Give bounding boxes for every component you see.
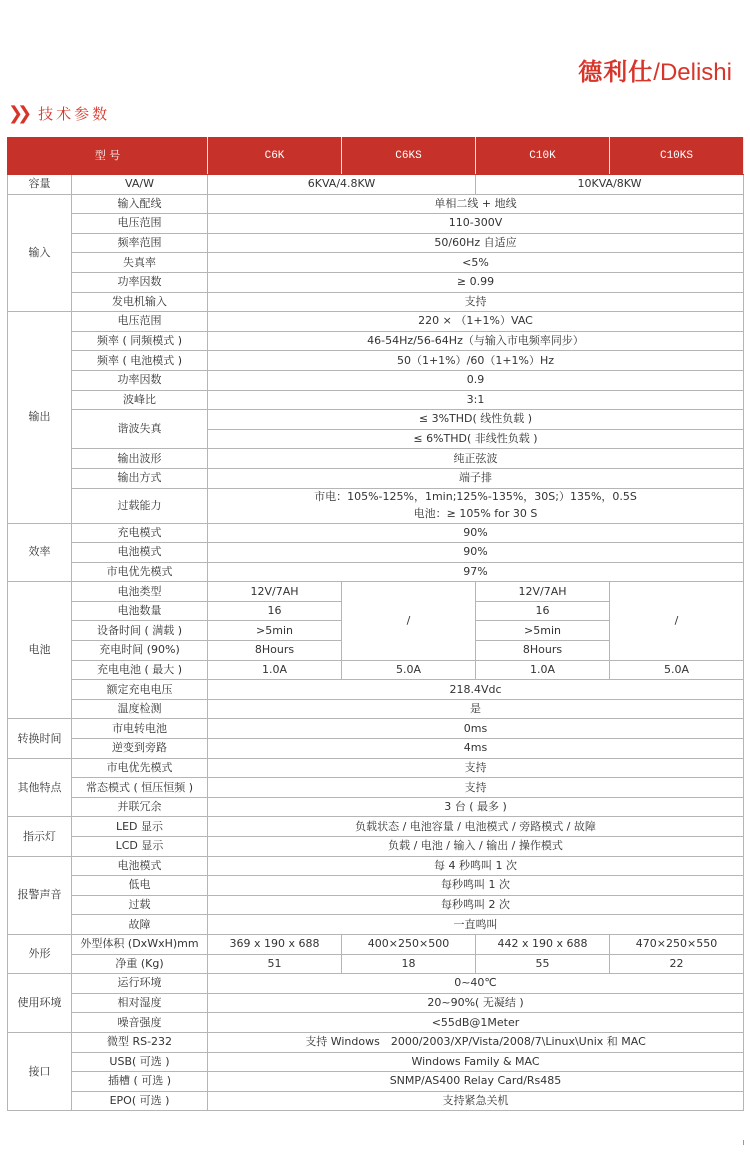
item-cell: 电压范围 <box>72 214 208 234</box>
value-cell: 是 <box>208 699 744 719</box>
value-cell: 46-54Hz/56-64Hz（与输入市电频率同步） <box>208 331 744 351</box>
table-row <box>8 543 744 563</box>
item-cell: 相对湿度 <box>72 993 208 1013</box>
value-cell: 51 <box>208 954 342 974</box>
value-cell: 369 x 190 x 688 <box>208 934 342 954</box>
item-cell: 失真率 <box>72 253 208 273</box>
table-row <box>8 719 744 739</box>
value-cell: <5% <box>208 253 744 273</box>
item-cell: 运行环境 <box>72 974 208 994</box>
value-cell: 市电：105%-125%，1min;125%-135%，30S;）135%，0.5S <box>208 488 744 506</box>
header-c6k: C6K <box>208 138 342 175</box>
item-cell: 电池模式 <box>72 543 208 563</box>
value-cell: 0.9 <box>208 370 744 390</box>
table-row <box>8 582 744 602</box>
category-cell: 指示灯 <box>8 817 72 856</box>
value-cell: ≤ 6%THD( 非线性负载 ) <box>208 429 744 449</box>
value-cell: 每秒鸣叫 2 次 <box>208 895 744 915</box>
header-c10ks: C10KS <box>610 138 744 175</box>
item-cell: 发电机输入 <box>72 292 208 312</box>
value-cell: Windows Family & MAC <box>208 1052 744 1072</box>
value-cell: ≥ 0.99 <box>208 272 744 292</box>
value-cell: 负载 / 电池 / 输入 / 输出 / 操作模式 <box>208 837 744 857</box>
category-cell: 使用环境 <box>8 974 72 1033</box>
table-row <box>8 954 744 974</box>
table-row <box>8 758 744 778</box>
table-row <box>8 660 744 680</box>
table-row <box>8 253 744 273</box>
table-row <box>8 523 744 543</box>
table-row <box>8 175 744 195</box>
item-cell: 频率 ( 电池模式 ) <box>72 351 208 371</box>
table-row <box>8 272 744 292</box>
value-cell: >5min <box>476 621 610 641</box>
table-row <box>8 1091 744 1111</box>
table-row <box>8 993 744 1013</box>
category-cell: 输入 <box>8 194 72 312</box>
item-cell: 净重 (Kg) <box>72 954 208 974</box>
item-cell: LCD 显示 <box>72 837 208 857</box>
item-cell: EPO( 可选 ) <box>72 1091 208 1111</box>
table-row <box>8 974 744 994</box>
item-cell: 微型 RS-232 <box>72 1032 208 1052</box>
item-cell: 市电优先模式 <box>72 562 208 582</box>
value-cell: 97% <box>208 562 744 582</box>
brand-name-en: /Delishi <box>653 59 732 86</box>
item-cell: 过载能力 <box>72 488 208 523</box>
item-cell: 功率因数 <box>72 272 208 292</box>
table-row <box>8 370 744 390</box>
table-row <box>8 856 744 876</box>
value-cell: 22 <box>610 954 744 974</box>
item-cell: 市电优先模式 <box>72 758 208 778</box>
table-row <box>8 351 744 371</box>
item-cell: 外型体积 (DxWxH)mm <box>72 934 208 954</box>
table-row <box>8 331 744 351</box>
item-cell: VA/W <box>72 175 208 195</box>
value-cell: 每 4 秒鸣叫 1 次 <box>208 856 744 876</box>
value-cell: 5.0A <box>610 660 744 680</box>
value-cell: 3:1 <box>208 390 744 410</box>
value-cell: 3 台 ( 最多 ) <box>208 797 744 817</box>
value-cell: 16 <box>476 601 610 621</box>
item-cell: 电池模式 <box>72 856 208 876</box>
value-cell: 0~40℃ <box>208 974 744 994</box>
category-cell: 接口 <box>8 1032 72 1110</box>
value-cell: 20~90%( 无凝结 ) <box>208 993 744 1013</box>
value-cell: 支持 Windows 2000/2003/XP/Vista/2008/7\Linux\Unix 和 MAC <box>208 1032 744 1052</box>
item-cell: 频率范围 <box>72 233 208 253</box>
header-c6ks: C6KS <box>342 138 476 175</box>
brand-name-zh: 德利仕 <box>578 57 654 86</box>
value-cell: SNMP/AS400 Relay Card/Rs485 <box>208 1072 744 1092</box>
value-cell: ≤ 3%THD( 线性负载 ) <box>208 410 744 430</box>
page-edge-mark <box>743 1140 744 1145</box>
table-row <box>8 562 744 582</box>
value-cell: 每秒鸣叫 1 次 <box>208 876 744 896</box>
table-row <box>8 778 744 798</box>
table-row <box>8 934 744 954</box>
item-cell: LED 显示 <box>72 817 208 837</box>
value-cell: 400×250×500 <box>342 934 476 954</box>
value-cell: 6KVA/4.8KW <box>208 175 476 195</box>
table-row <box>8 214 744 234</box>
value-cell: 1.0A <box>208 660 342 680</box>
item-cell: 电池类型 <box>72 582 208 602</box>
value-cell: 12V/7AH <box>208 582 342 602</box>
value-cell: 单相二线 + 地线 <box>208 194 744 214</box>
table-row <box>8 680 744 700</box>
value-cell: 218.4Vdc <box>208 680 744 700</box>
item-cell: 并联冗余 <box>72 797 208 817</box>
item-cell: USB( 可选 ) <box>72 1052 208 1072</box>
value-cell: 8Hours <box>208 641 342 661</box>
item-cell: 谐波失真 <box>72 410 208 449</box>
value-cell: 442 x 190 x 688 <box>476 934 610 954</box>
item-cell: 功率因数 <box>72 370 208 390</box>
value-cell: 支持 <box>208 778 744 798</box>
value-cell: <55dB@1Meter <box>208 1013 744 1033</box>
table-row <box>8 292 744 312</box>
section-title: 技术参数 <box>38 104 111 123</box>
item-cell: 频率 ( 同频模式 ) <box>72 331 208 351</box>
item-cell: 电池数量 <box>72 601 208 621</box>
table-row <box>8 468 744 488</box>
value-cell: >5min <box>208 621 342 641</box>
table-row <box>8 449 744 469</box>
value-cell: 支持紧急关机 <box>208 1091 744 1111</box>
header-model: 型 号 <box>8 138 208 175</box>
table-row <box>8 233 744 253</box>
table-row <box>8 1072 744 1092</box>
header-c10k: C10K <box>476 138 610 175</box>
value-cell: 90% <box>208 543 744 563</box>
value-cell: 负载状态 / 电池容量 / 电池模式 / 旁路模式 / 故障 <box>208 817 744 837</box>
item-cell: 输出方式 <box>72 468 208 488</box>
item-cell: 输入配线 <box>72 194 208 214</box>
value-cell: 220 × （1+1%）VAC <box>208 312 744 332</box>
value-cell: 0ms <box>208 719 744 739</box>
table-row <box>8 312 744 332</box>
value-cell: 纯正弦波 <box>208 449 744 469</box>
table-row <box>8 194 744 214</box>
value-cell: 1.0A <box>476 660 610 680</box>
value-cell: 电池：≥ 105% for 30 S <box>208 506 744 524</box>
value-cell: 90% <box>208 523 744 543</box>
item-cell: 常态模式 ( 恒压恒频 ) <box>72 778 208 798</box>
category-cell: 转换时间 <box>8 719 72 758</box>
item-cell: 输出波形 <box>72 449 208 469</box>
double-chevron-icon: ❯❯ <box>8 102 27 124</box>
table-row <box>8 739 744 759</box>
value-cell: 110-300V <box>208 214 744 234</box>
item-cell: 充电时间 (90%) <box>72 641 208 661</box>
category-cell: 容量 <box>8 175 72 195</box>
value-cell: 4ms <box>208 739 744 759</box>
category-cell: 外形 <box>8 934 72 973</box>
table-row <box>8 876 744 896</box>
category-cell: 报警声音 <box>8 856 72 934</box>
category-cell: 输出 <box>8 312 72 523</box>
item-cell: 噪音强度 <box>72 1013 208 1033</box>
table-row <box>8 895 744 915</box>
table-row <box>8 410 744 430</box>
table-row <box>8 488 744 506</box>
spec-table <box>7 137 744 1111</box>
value-cell: 470×250×550 <box>610 934 744 954</box>
item-cell: 温度检测 <box>72 699 208 719</box>
value-cell: 16 <box>208 601 342 621</box>
value-cell: 5.0A <box>342 660 476 680</box>
item-cell: 逆变到旁路 <box>72 739 208 759</box>
table-row <box>8 699 744 719</box>
item-cell: 插槽 ( 可选 ) <box>72 1072 208 1092</box>
item-cell: 充电电池 ( 最大 ) <box>72 660 208 680</box>
item-cell: 设备时间 ( 满载 ) <box>72 621 208 641</box>
table-row <box>8 390 744 410</box>
item-cell: 故障 <box>72 915 208 935</box>
table-row <box>8 1032 744 1052</box>
table-row <box>8 797 744 817</box>
value-cell: 12V/7AH <box>476 582 610 602</box>
item-cell: 电压范围 <box>72 312 208 332</box>
value-cell: 一直鸣叫 <box>208 915 744 935</box>
value-cell: 10KVA/8KW <box>476 175 744 195</box>
value-cell: / <box>610 582 744 660</box>
category-cell: 电池 <box>8 582 72 719</box>
table-row <box>8 915 744 935</box>
table-row <box>8 1052 744 1072</box>
item-cell: 额定充电电压 <box>72 680 208 700</box>
section-header <box>8 101 110 125</box>
item-cell: 过载 <box>72 895 208 915</box>
value-cell: 支持 <box>208 292 744 312</box>
category-cell: 其他特点 <box>8 758 72 817</box>
item-cell: 低电 <box>72 876 208 896</box>
brand-logo <box>578 52 732 87</box>
category-cell: 效率 <box>8 523 72 582</box>
value-cell: 8Hours <box>476 641 610 661</box>
value-cell: 端子排 <box>208 468 744 488</box>
value-cell: / <box>342 582 476 660</box>
table-header-row <box>8 138 744 175</box>
item-cell: 波峰比 <box>72 390 208 410</box>
table-row <box>8 837 744 857</box>
value-cell: 18 <box>342 954 476 974</box>
table-row <box>8 817 744 837</box>
item-cell: 市电转电池 <box>72 719 208 739</box>
value-cell: 50/60Hz 自适应 <box>208 233 744 253</box>
value-cell: 55 <box>476 954 610 974</box>
item-cell: 充电模式 <box>72 523 208 543</box>
value-cell: 50（1+1%）/60（1+1%）Hz <box>208 351 744 371</box>
value-cell: 支持 <box>208 758 744 778</box>
table-row <box>8 1013 744 1033</box>
